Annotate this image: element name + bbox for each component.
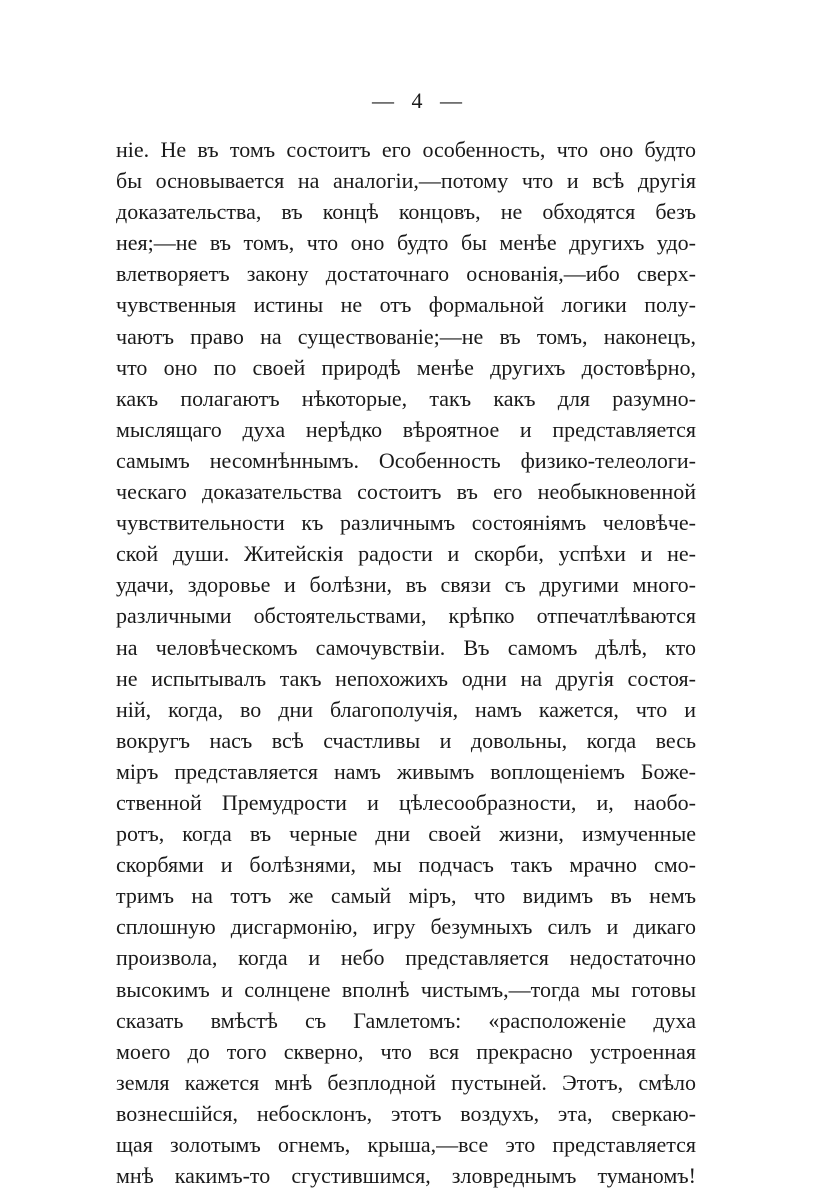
page-number: — 4 — [372, 88, 468, 113]
text-line: влетворяетъ закону достаточнаго основанія,—ибо сверх- [116, 261, 696, 287]
text-line: удачи, здоровье и болѣзни, въ связи съ другими много- [116, 572, 696, 598]
text-line: самымъ несомнѣннымъ. Особенность физико-телеологи- [116, 447, 696, 473]
text-line: высокимъ и солнцене вполнѣ чистымъ,—тогда мы готовы [116, 976, 696, 1002]
text-line: ской души. Житейскія радости и скорби, успѣхи и не- [116, 541, 696, 567]
text-line: на человѣческомъ самочувствіи. Въ самомъ дѣлѣ, кто [116, 634, 696, 660]
text-line: произвола, когда и небо представляется недостаточно [116, 945, 696, 971]
text-line: сплошную дисгармонію, игру безумныхъ силъ и дикаго [116, 914, 696, 940]
text-line: чувственныя истины не отъ формальной логики полу- [116, 292, 696, 318]
text-line: ческаго доказательства состоитъ въ его необыкновенной [116, 479, 696, 505]
text-line: ственной Премудрости и цѣлесообразности, и, наобо- [116, 789, 696, 815]
text-line: вокругъ насъ всѣ счастливы и довольны, когда весь [116, 727, 696, 753]
text-line: различными обстоятельствами, крѣпко отпечатлѣваются [116, 603, 696, 629]
text-line: тримъ на тотъ же самый міръ, что видимъ въ немъ [116, 883, 696, 909]
text-line: мнѣ какимъ-то сгустившимся, зловреднымъ туманомъ! [116, 1163, 696, 1189]
text-line: ротъ, когда въ черные дни своей жизни, измученные [116, 821, 696, 847]
text-line: сказать вмѣстѣ съ Гамлетомъ: «расположеніе духа [116, 1007, 696, 1033]
text-line: міръ представляется намъ живымъ воплощеніемъ Боже- [116, 758, 696, 784]
text-line: вознесшійся, небосклонъ, этотъ воздухъ, эта, сверкаю- [116, 1100, 696, 1126]
text-line: не испытывалъ такъ непохожихъ одни на другія состоя- [116, 665, 696, 691]
text-line: земля кажется мнѣ безплодной пустыней. Этотъ, смѣло [116, 1069, 696, 1095]
text-line: ніе. Не въ томъ состоитъ его особенность, что оно будто [116, 137, 696, 162]
text-line: чувствительности къ различнымъ состояніямъ человѣче- [116, 510, 696, 536]
text-line: бы основывается на аналогіи,—потому что и всѣ другія [116, 168, 696, 194]
text-line: чаютъ право на существованіе;—не въ томъ, наконецъ, [116, 323, 696, 349]
text-line: моего до того скверно, что вся прекрасно устроенная [116, 1038, 696, 1064]
text-line: что оно по своей природѣ менѣе другихъ достовѣрно, [116, 354, 696, 380]
text-line: мыслящаго духа нерѣдко вѣроятное и представляется [116, 416, 696, 442]
text-line: щая золотымъ огнемъ, крыша,—все это представляется [116, 1132, 696, 1157]
body-text [116, 134, 696, 1191]
text-line: скорбями и болѣзнями, мы подчасъ такъ мрачно смо- [116, 852, 696, 878]
text-line: ній, когда, во дни благополучія, намъ кажется, что и [116, 696, 696, 722]
text-line: какъ полагаютъ нѣкоторые, такъ какъ для разумно- [116, 385, 696, 411]
text-line: нея;—не въ томъ, что оно будто бы менѣе другихъ удо- [116, 230, 696, 256]
text-line: доказательства, въ концѣ концовъ, не обходятся безъ [116, 199, 696, 225]
